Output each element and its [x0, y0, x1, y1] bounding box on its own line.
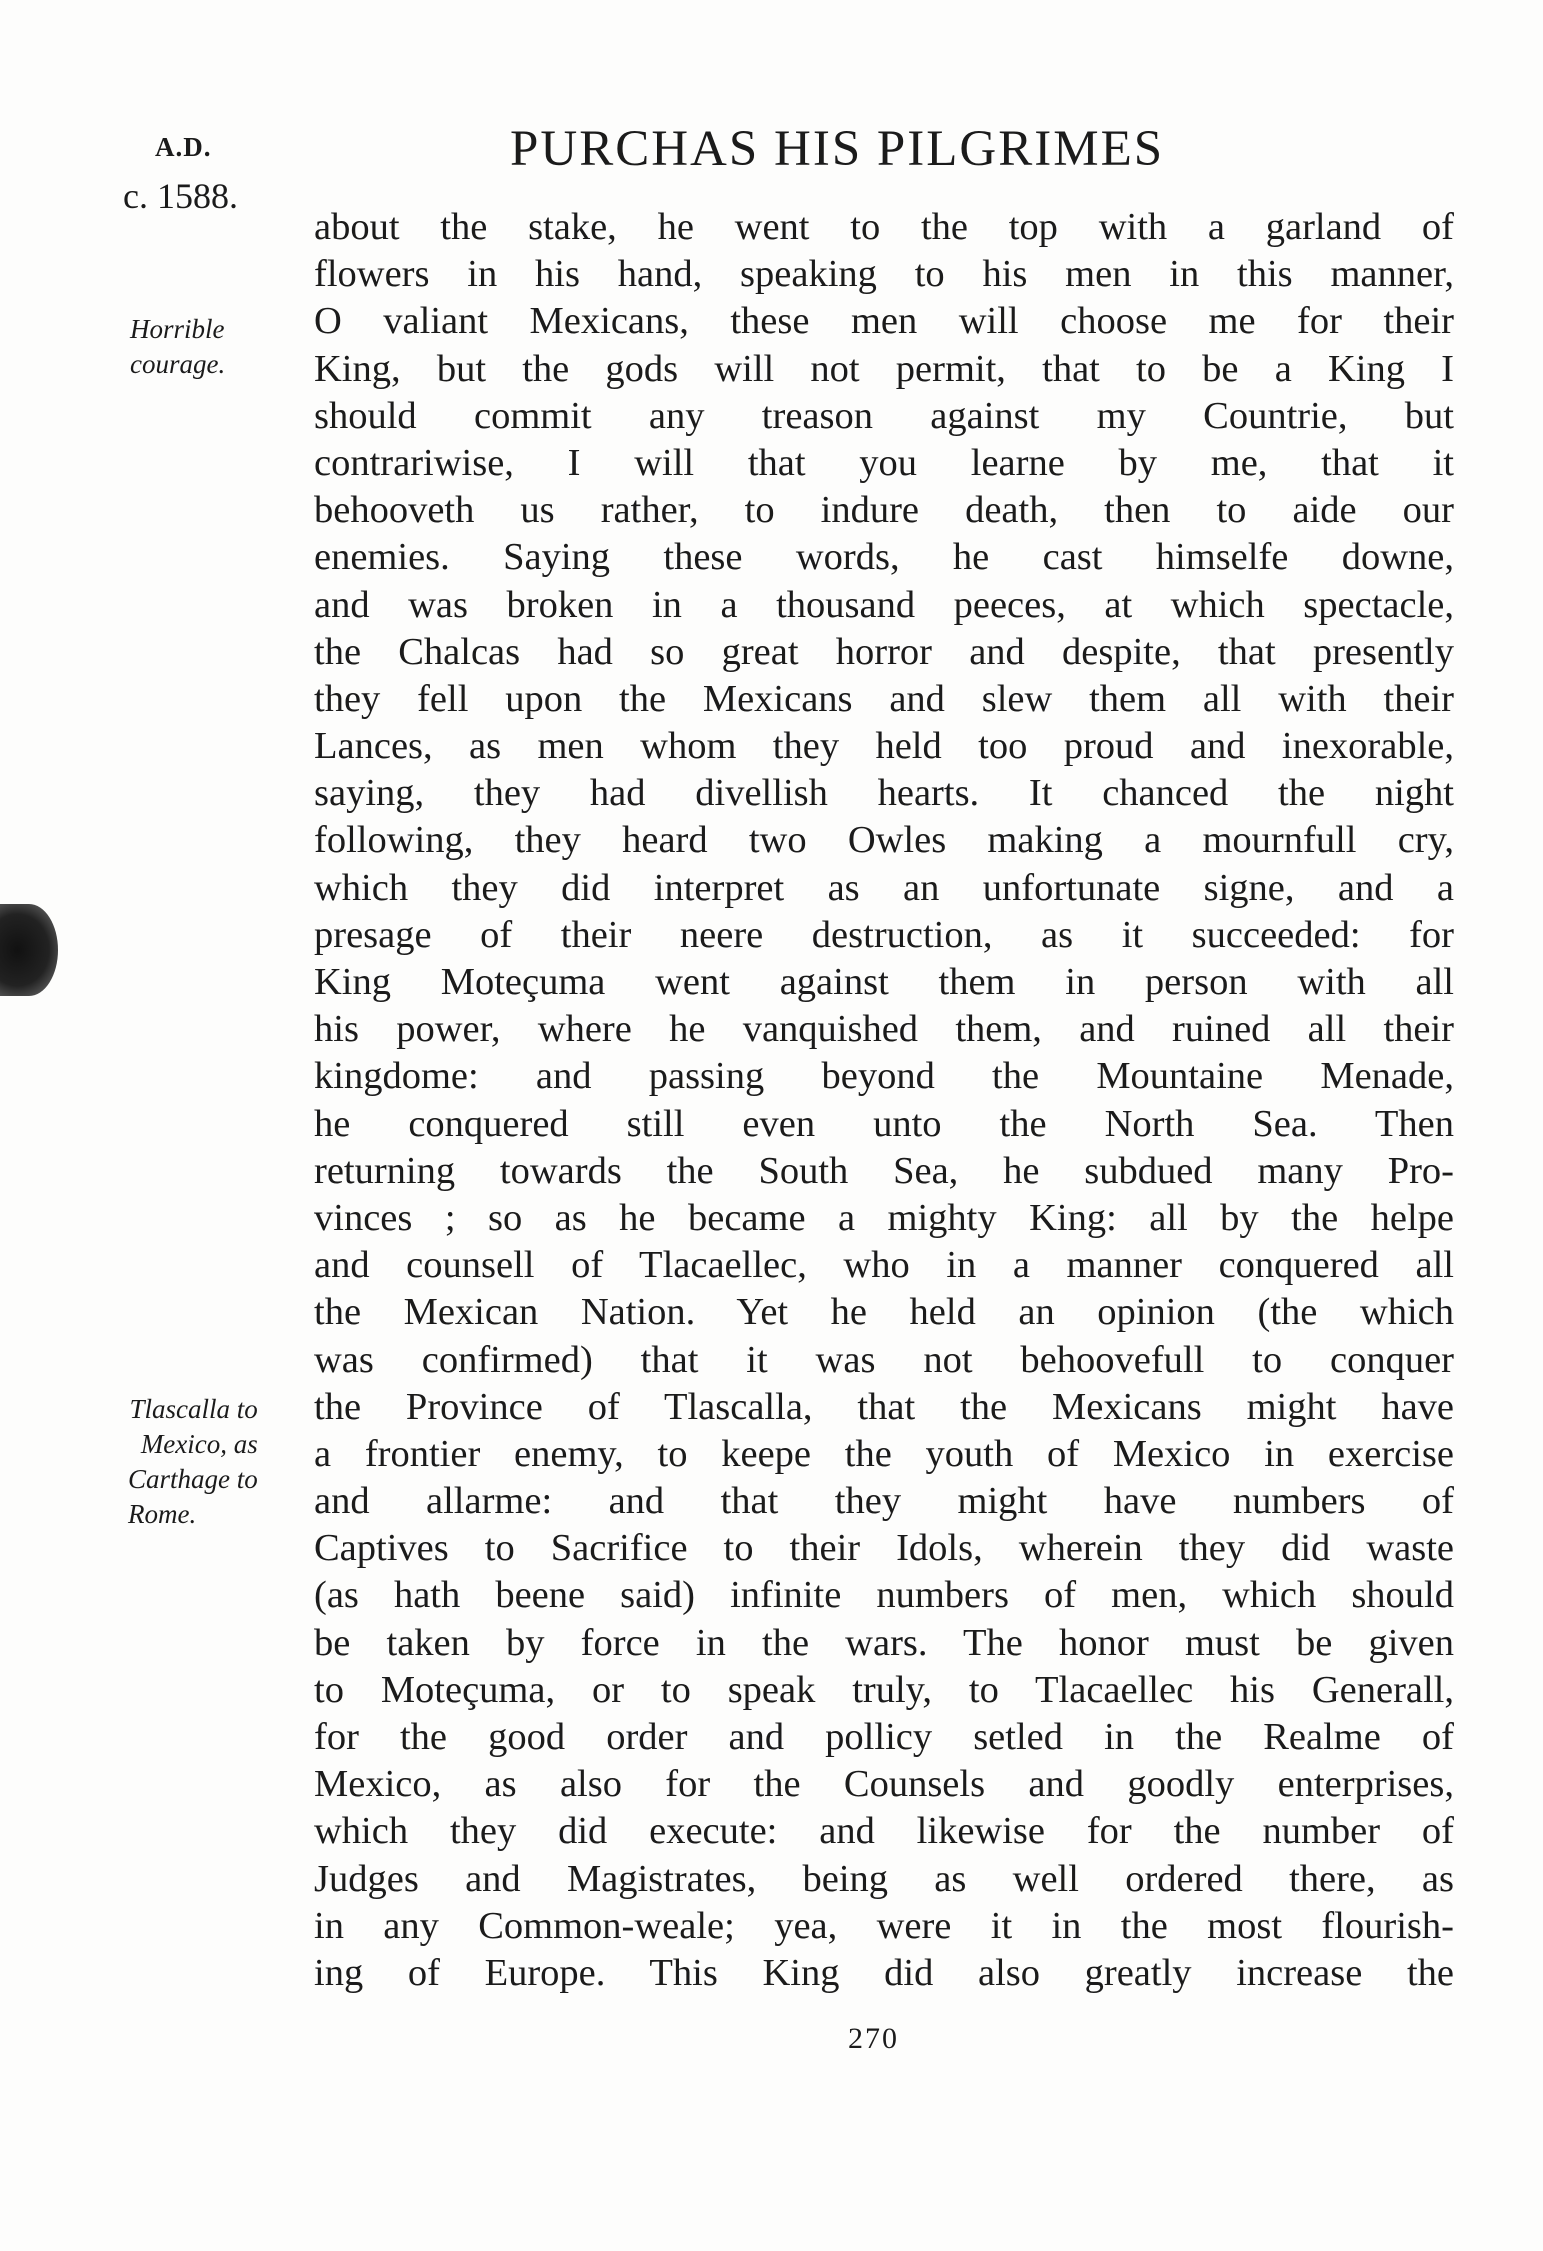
text-line: presage of their neere destruction, as it succeeded: for — [314, 913, 1454, 956]
body-text — [314, 204, 1454, 1997]
text-line: they fell upon the Mexicans and slew them all with their — [314, 677, 1454, 720]
text-line: enemies. Saying these words, he cast himselfe downe, — [314, 536, 1454, 579]
text-line: behooveth us rather, to indure death, then to aide our — [314, 489, 1454, 532]
page-edge-shadow — [0, 904, 58, 996]
text-line: a frontier enemy, to keepe the youth of Mexico in exercise — [314, 1432, 1454, 1475]
sidenote-line: Carthage to — [128, 1464, 258, 1494]
text-line: and was broken in a thousand peeces, at which spectacle, — [314, 583, 1454, 626]
text-line: Mexico, as also for the Counsels and goodly enterprises, — [314, 1763, 1454, 1806]
text-line: ing of Europe. This King did also greatly increase the — [314, 1951, 1454, 1994]
text-line: saying, they had divellish hearts. It chanced the night — [314, 772, 1454, 815]
sidenote-line: courage. — [130, 349, 226, 379]
running-title: PURCHAS HIS PILGRIMES — [510, 121, 1165, 177]
text-line: he conquered still even unto the North Sea. Then — [314, 1102, 1454, 1145]
page-number: 270 — [848, 2022, 899, 2055]
sidenote-tlascalla — [128, 1392, 258, 1532]
sidenote-horrible-courage — [130, 312, 225, 382]
text-line: about the stake, he went to the top with a garland of — [314, 206, 1454, 248]
text-line: returning towards the South Sea, he subdued many Pro- — [314, 1149, 1454, 1192]
sidenote-line: Mexico, as — [140, 1429, 258, 1459]
sidenote-line: Tlascalla to — [129, 1394, 258, 1424]
text-line: following, they heard two Owles making a mournfull cry, — [314, 819, 1454, 862]
text-line: the Mexican Nation. Yet he held an opinion (the which — [314, 1291, 1454, 1334]
text-line: the Province of Tlascalla, that the Mexicans might have — [314, 1385, 1454, 1428]
sidenote-line: Rome. — [128, 1499, 197, 1529]
text-line: was confirmed) that it was not behoovefull to conquer — [314, 1338, 1454, 1381]
text-line: vinces ; so as he became a mighty King: all by the helpe — [314, 1196, 1454, 1239]
text-line: and allarme: and that they might have numbers of — [314, 1480, 1454, 1523]
text-line: King, but the gods will not permit, that to be a King I — [314, 347, 1454, 390]
text-line: the Chalcas had so great horror and despite, that presently — [314, 630, 1454, 673]
text-line: contrariwise, I will that you learne by me, that it — [314, 441, 1454, 484]
text-line: his power, where he vanquished them, and ruined all their — [314, 1008, 1454, 1051]
text-line: which they did interpret as an unfortunate signe, and a — [314, 866, 1454, 909]
sidenote-line: Horrible — [130, 314, 225, 344]
text-line: for the good order and pollicy setled in the Realme of — [314, 1716, 1454, 1758]
text-line: flowers in his hand, speaking to his men in this manner, — [314, 253, 1454, 296]
margin-date-year: c. 1588. — [123, 176, 238, 216]
text-line: in any Common-weale; yea, were it in the most flourish- — [314, 1904, 1454, 1947]
margin-date-label: A.D. — [155, 132, 212, 162]
text-line: King Moteçuma went against them in person with all — [314, 961, 1454, 1003]
text-line: to Moteçuma, or to speak truly, to Tlacaellec his Generall, — [314, 1668, 1454, 1711]
text-line: Captives to Sacrifice to their Idols, wherein they did waste — [314, 1527, 1454, 1570]
text-line: be taken by force in the wars. The honor must be given — [314, 1621, 1454, 1664]
text-line: O valiant Mexicans, these men will choose me for their — [314, 300, 1454, 343]
text-line: which they did execute: and likewise for the number of — [314, 1810, 1454, 1853]
text-line: Lances, as men whom they held too proud and inexorable, — [314, 725, 1454, 768]
text-line: (as hath beene said) infinite numbers of men, which should — [314, 1574, 1454, 1617]
text-line: Judges and Magistrates, being as well ordered there, as — [314, 1857, 1454, 1900]
text-line: kingdome: and passing beyond the Mountaine Menade, — [314, 1055, 1454, 1098]
text-line: should commit any treason against my Countrie, but — [314, 394, 1454, 437]
text-line: and counsell of Tlacaellec, who in a manner conquered all — [314, 1244, 1454, 1287]
